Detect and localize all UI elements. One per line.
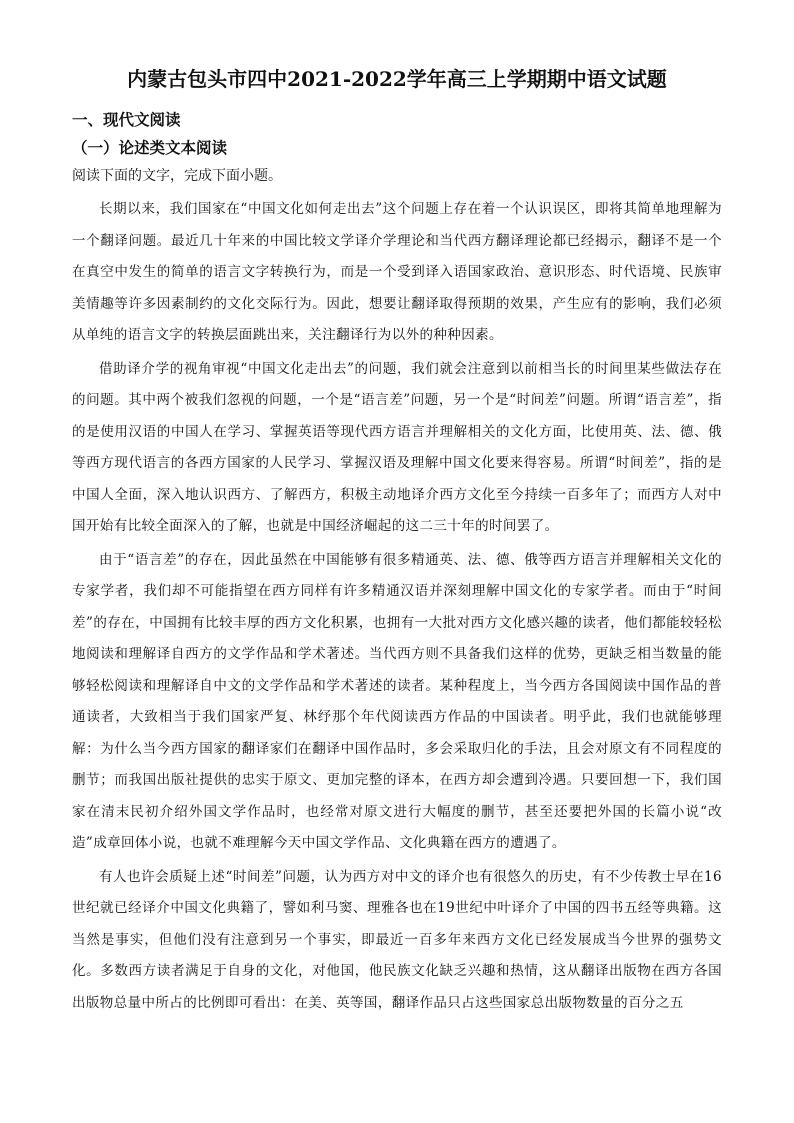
- reading-instruction: 阅读下面的文字，完成下面小题。: [72, 168, 282, 184]
- paragraph: 长期以来，我们国家在“中国文化如何走出去”这个问题上存在着一个认识误区，即将其简单地理解为一个翻译问题。最近几十年来的中国比较文学译介学理论和当代西方翻译理论都已经揭示，翻译不是一个在真空中发生的简单的语言文字转换行为，而是一个受到译入语国家政治、意识形态、时代语境、民族审美情趣等许多因素制约的文化交际行为。因此，想要让翻译取得预期的效果，产生应有的影响，我们必须从单纯的语言文字的转换层面跳出来，关注翻译行为以外的种种因素。: [72, 201, 722, 343]
- subsection-heading: （一）论述类文本阅读: [72, 139, 228, 157]
- paragraph: 有人也许会质疑上述“时间差”问题，认为西方对中文的译介也有很悠久的历史，有不少传教士早在16世纪就已经译介中国文化典籍了，譬如利马窦、理雅各也在19世纪中叶译介了中国的四书五经等典籍。这当然是事实，但他们没有注意到另一个事实，即最近一百多年来西方文化已经发展成当今世界的强势文化。多数西方读者满足于自身的文化，对他国，他民族文化缺乏兴趣和热情，这从翻译出版物在西方各国出版物总量中所占的比例即可看出：在美、英等国，翻译作品只占这些国家总出版物数量的百分之五: [72, 868, 722, 1011]
- paragraph: 借助译介学的视角审视“中国文化走出去”的问题，我们就会注意到以前相当长的时间里某些做法存在的问题。其中两个被我们忽视的问题，一个是“语言差”问题，另一个是“时间差”问题。所谓“语言差”，指的是使用汉语的中国人在学习、掌握英语等现代西方语言并理解相关的文化方面，比使用英、法、德、俄等西方现代语言的各西方国家的人民学习、掌握汉语及理解中国文化要来得容易。所谓“时间差”，指的是中国人全面，深入地认识西方、了解西方，积极主动地译介西方文化至今持续一百多年了；而西方人对中国开始有比较全面深入的了解，也就是中国经济崛起的这二三十年的时间罢了。: [72, 360, 722, 534]
- document-title: 内蒙古包头市四中2021-2022学年高三上学期期中语文试题: [127, 67, 667, 91]
- section-heading: 一、现代文阅读: [72, 111, 181, 129]
- document-page: [72, 62, 722, 1021]
- paragraph: 由于“语言差”的存在，因此虽然在中国能够有很多精通英、法、德、俄等西方语言并理解相关文化的专家学者，我们却不可能指望在西方同样有许多精通汉语并深刻理解中国文化的专家学者。而由于“时间差”的存在，中国拥有比较丰厚的西方文化积累，也拥有一大批对西方文化感兴趣的读者，他们都能较轻松地阅读和理解译自西方的文学作品和学术著述。当代西方则不具备我们这样的优势，更缺乏相当数量的能够轻松阅读和理解译自中文的文学作品和学术著述的读者。某种程度上，当今西方各国阅读中国作品的普通读者，大致相当于我们国家严复、林纾那个年代阅读西方作品的中国读者。明乎此，我们也就能够理解：为什么当今西方国家的翻译家们在翻译中国作品时，多会采取归化的手法，且会对原文有不同程度的删节；而我国出版社提供的忠实于原文、更加完整的译本，在西方却会遭到冷遇。只要回想一下，我们国家在清末民初介绍外国文学作品时，也经常对原文进行大幅度的删节，甚至还要把外国的长篇小说“改造”成章回体小说，也就不难理解今天中国文学作品、文化典籍在西方的遭遇了。: [72, 551, 722, 851]
